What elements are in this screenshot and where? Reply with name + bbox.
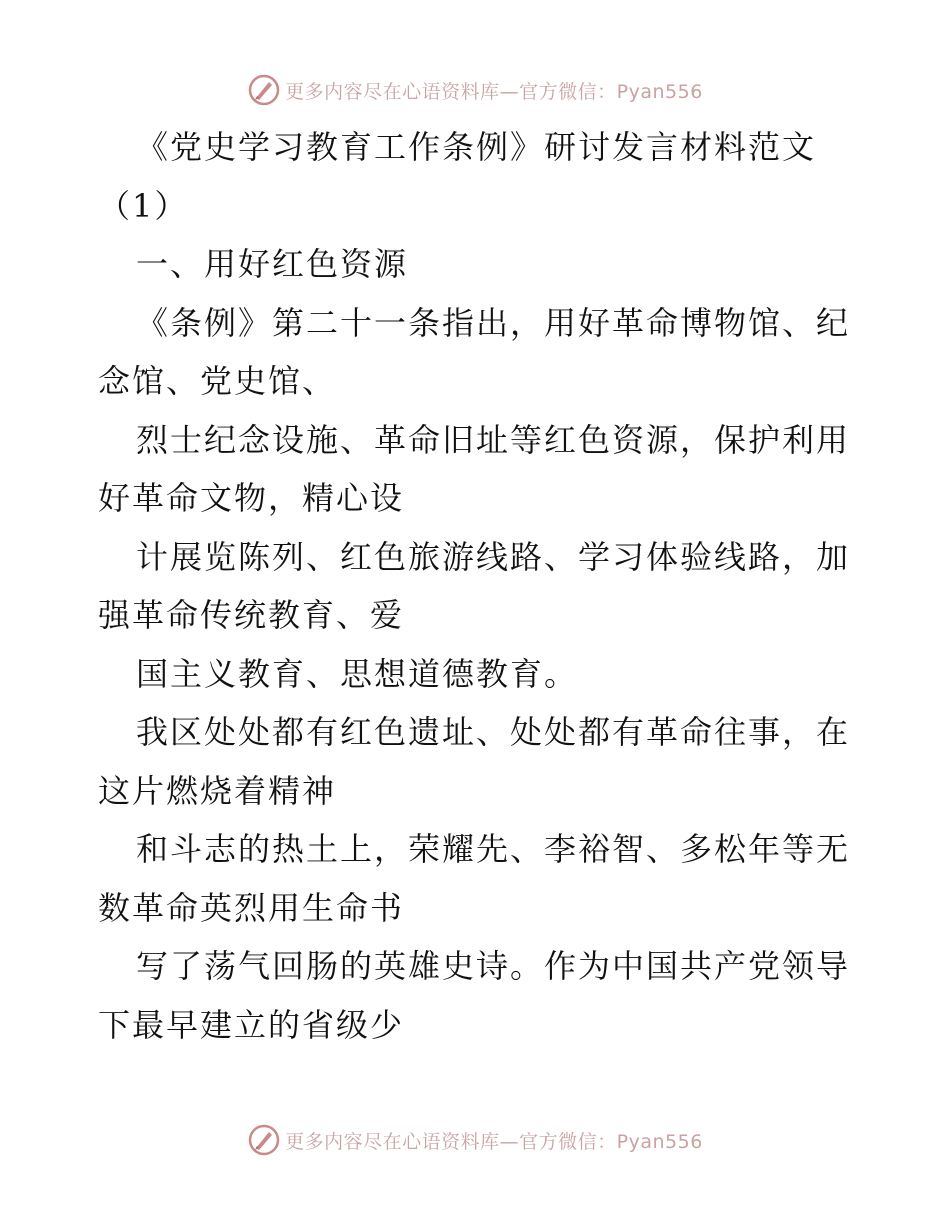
- paragraph-line: 烈士纪念设施、革命旧址等红色资源，保护利用: [136, 420, 851, 459]
- paragraph-line: 念馆、党史馆、: [98, 362, 337, 400]
- document-title-line-1: 《党史学习教育工作条例》研讨发言材料范文: [136, 128, 817, 166]
- section-heading: 一、用好红色资源: [136, 245, 409, 283]
- document-title-line-2: （1）: [98, 186, 189, 225]
- quill-pen-circle-icon: [247, 1123, 281, 1157]
- quill-pen-circle-icon: [247, 73, 281, 107]
- footer-watermark: [0, 1120, 950, 1160]
- paragraph-line: 和斗志的热土上，荣耀先、李裕智、多松年等无: [136, 830, 851, 868]
- paragraph-line: 计展览陈列、红色旅游线路、学习体验线路，加: [136, 537, 851, 576]
- paragraph-line: 我区处处都有红色遗址、处处都有革命往事，在: [136, 713, 851, 751]
- paragraph-line: 国主义教育、思想道德教育。: [136, 654, 579, 693]
- watermark-text: 更多内容尽在心语资料库—官方微信：Pyan556: [285, 80, 703, 103]
- header-watermark: [0, 70, 950, 110]
- paragraph-line: 数革命英烈用生命书: [98, 888, 405, 927]
- paragraph-line: 《条例》第二十一条指出，用好革命博物馆、纪: [136, 303, 851, 342]
- paragraph-line: 写了荡气回肠的英雄史诗。作为中国共产党领导: [136, 947, 851, 985]
- paragraph-line: 下最早建立的省级少: [98, 1005, 405, 1044]
- paragraph-line: 好革命文物，精心设: [98, 479, 405, 517]
- paragraph-line: 这片燃烧着精神: [98, 771, 337, 810]
- document-body: [98, 118, 854, 1054]
- watermark-text: 更多内容尽在心语资料库—官方微信：Pyan556: [285, 1130, 703, 1153]
- paragraph-line: 强革命传统教育、爱: [98, 596, 405, 634]
